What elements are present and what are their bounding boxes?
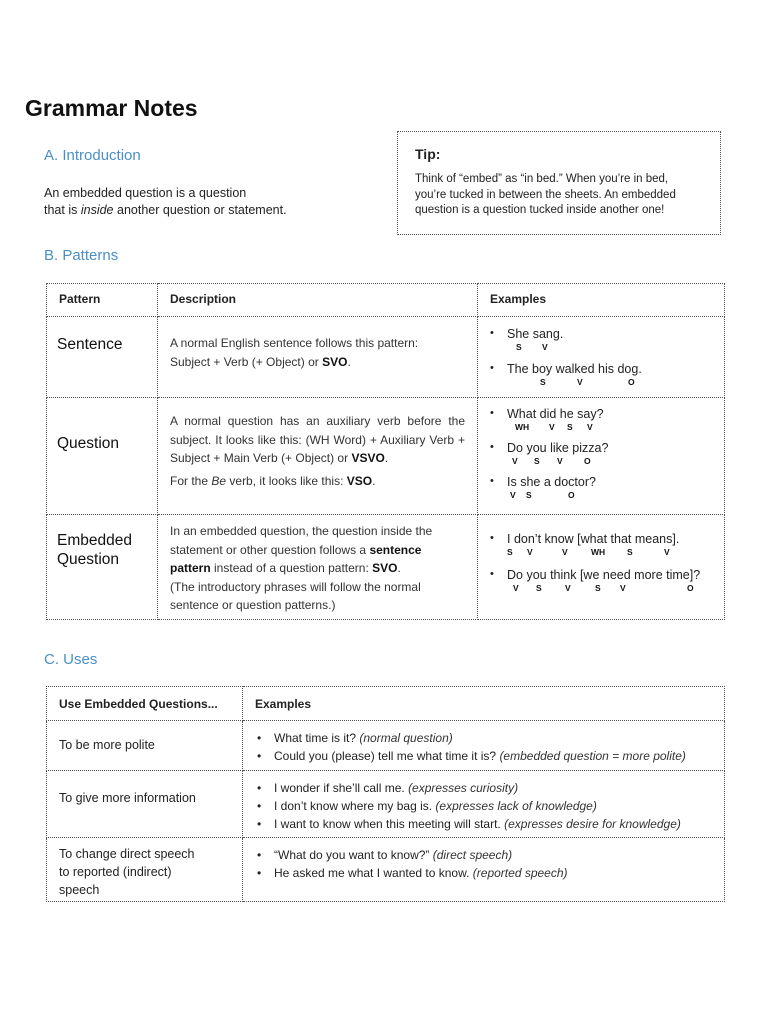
example-note: (direct speech): [432, 848, 513, 862]
example-sentence: • Do you like pizza?: [507, 441, 609, 455]
page-title: Grammar Notes: [25, 95, 198, 121]
tag-label: V: [557, 456, 563, 466]
example-text: What time is it?: [274, 731, 357, 745]
desc-text: instead of a question pattern:: [214, 561, 369, 575]
introduction-heading: A. Introduction: [44, 147, 141, 164]
pattern-description: [158, 317, 477, 371]
examples-cell: [243, 721, 725, 771]
use-label: To give more information: [59, 791, 196, 805]
tip-line: question is a question tucked inside another one!: [415, 204, 665, 216]
tag-label: V: [542, 342, 548, 352]
example-note: (normal question): [359, 731, 453, 745]
example-tags: [507, 583, 724, 595]
pattern-description: [158, 515, 477, 615]
desc-bold: VSO: [346, 473, 373, 488]
example-text: I wonder if she’ll call me.: [274, 781, 405, 795]
examples-cell: [478, 317, 725, 398]
desc-text: verb, it looks like this:: [229, 473, 344, 488]
example-item: [257, 864, 724, 882]
example-sentence: • Do you think [we need more time]?: [507, 568, 701, 582]
table-header-row: [47, 687, 725, 721]
intro-emphasis: inside: [80, 203, 114, 217]
desc-text: .: [384, 451, 389, 465]
tag-label: V: [513, 583, 519, 593]
example-item: [257, 846, 724, 864]
example-item: [257, 779, 724, 797]
pattern-name-line: Embedded: [57, 532, 132, 549]
example-item: [257, 747, 724, 765]
use-cell: [47, 771, 243, 838]
example-tags: [507, 456, 724, 468]
examples-list: [478, 515, 724, 595]
example-item: [490, 475, 724, 502]
desc-italic: Be: [211, 473, 227, 488]
example-sentence: • The boy walked his dog.: [507, 362, 642, 376]
example-item: [490, 407, 724, 434]
tag-label: V: [549, 422, 555, 432]
tag-label: O: [584, 456, 591, 466]
desc-text: For the: [170, 473, 209, 488]
pattern-cell: [47, 398, 158, 515]
examples-list: [243, 771, 724, 833]
patterns-heading: B. Patterns: [44, 247, 119, 264]
example-tags: [507, 547, 724, 559]
use-label: To be more polite: [59, 738, 155, 752]
use-label-line: speech: [59, 883, 100, 897]
tag-label: S: [507, 547, 513, 557]
desc-bold: sentence pattern: [170, 542, 422, 575]
tag-label: S: [595, 583, 601, 593]
use-cell: [47, 721, 243, 771]
intro-line-2-start: that is: [44, 203, 78, 217]
table-row: [47, 771, 725, 838]
tip-title: Tip:: [415, 146, 441, 162]
column-header: Pattern: [47, 284, 158, 317]
tag-label: V: [512, 456, 518, 466]
desc-text: Subject + Verb (+ Object) or: [170, 354, 319, 369]
example-tags: [507, 422, 724, 434]
pattern-name-line: Question: [57, 551, 120, 568]
tag-label: V: [587, 422, 593, 432]
example-text: I don’t know where my bag is.: [274, 799, 433, 813]
column-header: Examples: [478, 284, 725, 317]
use-label-line: To change direct speech: [59, 847, 195, 861]
example-note: (expresses curiosity): [408, 781, 519, 795]
table-row: [47, 398, 725, 515]
example-item: [490, 327, 724, 354]
tag-label: O: [568, 490, 575, 500]
desc-bold: SVO: [372, 561, 398, 575]
use-label-line: to reported (indirect): [59, 865, 172, 879]
example-note: (embedded question = more polite): [499, 749, 686, 763]
desc-text: .: [347, 354, 351, 369]
example-text: Could you (please) tell me what time it is?: [274, 749, 497, 763]
patterns-table: [46, 283, 725, 620]
example-item: [257, 797, 724, 815]
pattern-cell: [47, 317, 158, 398]
examples-list: [243, 721, 724, 765]
tip-line: you’re tucked in between the sheets. An embedded: [415, 188, 676, 201]
table-header-row: [47, 284, 725, 317]
tag-label: S: [567, 422, 573, 432]
example-sentence: • What did he say?: [507, 407, 604, 421]
desc-text: .: [397, 561, 401, 575]
tag-label: V: [620, 583, 626, 593]
pattern-description: [158, 398, 477, 468]
example-text: He asked me what I wanted to know.: [274, 866, 470, 880]
example-sentence: • Is she a doctor?: [507, 475, 596, 489]
column-header: Description: [158, 284, 478, 317]
example-item: [490, 532, 724, 559]
example-note: (reported speech): [472, 866, 568, 880]
example-item: [257, 729, 724, 747]
desc-text: A normal question has an auxiliary verb before the subject. It looks like this: (WH Word) + Auxiliary Verb + Subject + Main Verb (+ Object) or: [170, 414, 465, 465]
tip-text: [415, 172, 704, 219]
desc-bold: VSVO: [351, 451, 385, 465]
table-row: [47, 515, 725, 620]
example-sentence: • She sang.: [507, 327, 564, 341]
examples-list: [243, 838, 724, 882]
tip-box: [397, 131, 721, 235]
uses-heading: C. Uses: [44, 651, 98, 668]
examples-cell: [478, 515, 725, 620]
be-verb-note: [158, 472, 477, 491]
example-note: (expresses desire for knowledge): [504, 817, 681, 831]
use-cell: [47, 838, 243, 902]
example-item: [490, 441, 724, 468]
examples-list: [478, 398, 724, 502]
examples-cell: [478, 398, 725, 515]
description-cell: [158, 515, 478, 620]
introduction-text: [44, 185, 287, 219]
tag-label: V: [510, 490, 516, 500]
tag-label: S: [627, 547, 633, 557]
desc-text: In an embedded question, the question inside the statement or other question follows a: [170, 524, 433, 557]
desc-text: (The introductory phrases will follow the normal sentence or question patterns.): [170, 579, 421, 612]
intro-line-2-end: another question or statement.: [117, 203, 287, 217]
example-item: [490, 362, 724, 389]
table-row: [47, 317, 725, 398]
example-text: “What do you want to know?”: [274, 848, 430, 862]
pattern-cell: [47, 515, 158, 620]
examples-list: [478, 317, 724, 389]
tag-label: S: [540, 377, 546, 387]
tag-label: V: [562, 547, 568, 557]
examples-cell: [243, 771, 725, 838]
tag-label: V: [565, 583, 571, 593]
tip-line: Think of “embed” as “in bed.” When you’re in bed,: [415, 173, 669, 185]
pattern-name: Sentence: [57, 336, 123, 353]
tag-label: S: [516, 342, 522, 352]
pattern-name: [47, 515, 157, 569]
example-sentence: • I don’t know [what that means].: [507, 532, 680, 546]
example-tags: [507, 377, 724, 389]
desc-text: .: [372, 473, 376, 488]
tag-label: WH: [515, 422, 530, 432]
description-cell: [158, 398, 478, 515]
tag-label: S: [534, 456, 540, 466]
example-tags: [507, 490, 724, 502]
column-header: Examples: [243, 687, 725, 721]
example-tags: [507, 342, 724, 354]
intro-line-1: An embedded question is a question: [44, 186, 247, 200]
tag-label: O: [628, 377, 635, 387]
tag-label: S: [526, 490, 532, 500]
tag-label: WH: [591, 547, 606, 557]
example-item: [257, 815, 724, 833]
example-text: I want to know when this meeting will start.: [274, 817, 501, 831]
column-header: Use Embedded Questions...: [47, 687, 243, 721]
table-row: [47, 838, 725, 902]
pattern-name: Question: [57, 435, 120, 452]
tag-label: V: [527, 547, 533, 557]
tag-label: V: [577, 377, 583, 387]
tag-label: S: [536, 583, 542, 593]
tag-label: V: [664, 547, 670, 557]
uses-table: [46, 686, 725, 902]
desc-text: A normal English sentence follows this pattern:: [170, 336, 419, 350]
tag-label: O: [687, 583, 694, 593]
table-row: [47, 721, 725, 771]
examples-cell: [243, 838, 725, 902]
example-item: [490, 568, 724, 595]
use-label: [47, 838, 242, 899]
desc-bold: SVO: [322, 354, 348, 369]
description-cell: [158, 317, 478, 398]
example-note: (expresses lack of knowledge): [435, 799, 597, 813]
